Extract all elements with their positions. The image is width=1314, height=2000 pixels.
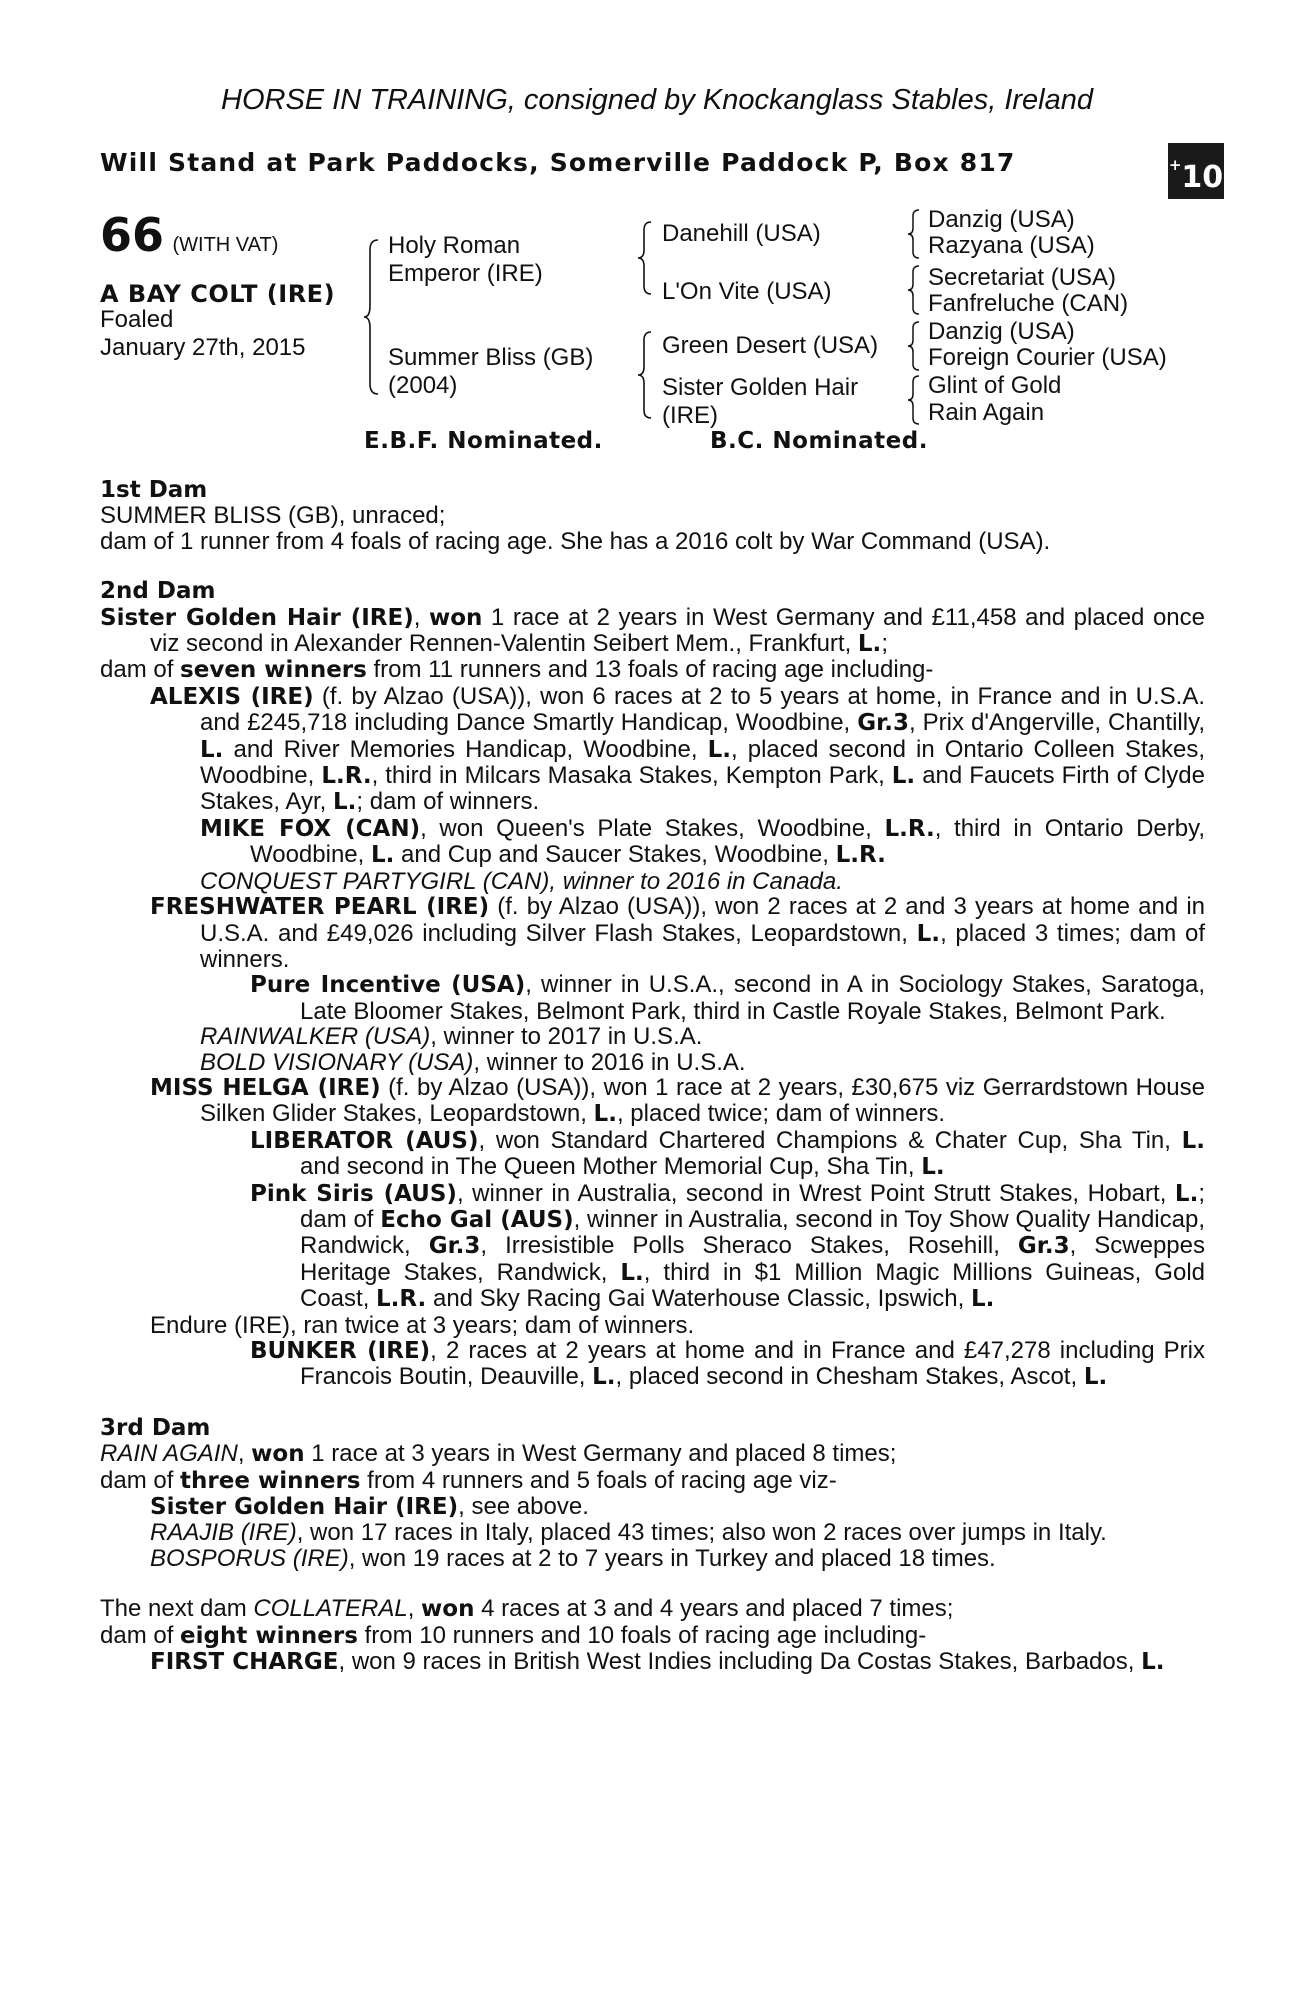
listed-mark: L. <box>1181 1127 1206 1154</box>
second-dam-entry: Sister Golden Hair (IRE), won 1 race at 2 years in West Germany and £11,458 and placed once viz second in Alexander Rennen-Valentin Seibert Mem., Frankfurt, L.; <box>100 603 1205 658</box>
horse-name: BOLD VISIONARY (USA) <box>200 1048 474 1076</box>
pedigree-sire-sire: Danehill (USA) <box>662 220 821 247</box>
brace-gg1 <box>906 208 922 260</box>
listed-mark: L. <box>1083 1364 1108 1391</box>
winners-count: eight winners <box>180 1622 358 1649</box>
horse-name: ALEXIS (IRE) <box>150 683 314 710</box>
listed-mark: L. <box>707 736 731 763</box>
entry-bosporus <box>100 1546 1205 1571</box>
text: and River Memories Handicap, Woodbine, <box>223 735 708 763</box>
first-dam-line2: dam of 1 runner from 4 foals of racing age. She has a 2016 colt by War Command (USA). <box>100 527 1051 555</box>
listed-mark: L. <box>970 1286 995 1313</box>
text: and second in The Queen Mother Memorial Cup, Sha Tin, <box>300 1153 922 1181</box>
pedigree-dam <box>388 344 593 400</box>
text: , won Queen's Plate Stakes, Woodbine, <box>420 814 885 842</box>
text: , placed second in Ontario Colleen Stakes, Woodbine, <box>200 735 1205 790</box>
text: , third in Milcars Masaka Stakes, Kempton Park, <box>371 762 892 790</box>
text: , won 9 races in British West Indies including Da Costas Stakes, Barbados, <box>338 1648 1142 1676</box>
horse-name: COLLATERAL <box>253 1595 408 1623</box>
text: 1 race at 3 years in West Germany and placed 8 times; <box>304 1440 897 1468</box>
second-dam-heading: 2nd Dam <box>100 578 216 605</box>
entry-endure: Endure (IRE), ran twice at 3 years; dam of winners. <box>150 1311 695 1339</box>
listed-mark: L. <box>1174 1180 1199 1207</box>
text: , Prix d'Angerville, Chantilly, <box>908 709 1205 737</box>
pedigree-sire-dam: L'On Vite (USA) <box>662 278 832 305</box>
next-dam-produce-summary <box>100 1623 1205 1649</box>
entry-rainwalker <box>100 1024 1205 1049</box>
dam-line2: (2004) <box>388 372 458 399</box>
text: , Irresistible Polls Sheraco Stakes, Rosehill, <box>480 1232 1018 1260</box>
gg-4: Fanfreluche (CAN) <box>928 290 1129 317</box>
horse-name: Echo Gal (AUS) <box>380 1206 574 1233</box>
text: ; dam of winners. <box>356 788 540 816</box>
entry-liberator <box>100 1128 1205 1181</box>
text: , <box>407 1595 422 1623</box>
text: , <box>237 1440 252 1468</box>
listed-mark: L. <box>891 763 916 790</box>
text: from 11 runners and 13 foals of racing age including- <box>366 656 934 684</box>
horse-name: Pink Siris (AUS) <box>250 1180 457 1207</box>
text: , won 17 races in Italy, placed 43 times; also won 2 races over jumps in Italy. <box>296 1519 1107 1547</box>
entry-conquest-partygirl <box>100 869 1205 894</box>
brace-gg3 <box>906 320 922 372</box>
third-dam-produce-summary <box>100 1468 1205 1494</box>
listed-mark: L.R. <box>835 842 886 869</box>
text: dam of <box>100 1466 181 1494</box>
text: , placed second in Chesham Stakes, Ascot, <box>615 1363 1084 1391</box>
lot-badge <box>1168 143 1224 199</box>
gg-1: Danzig (USA) <box>928 206 1075 233</box>
horse-name: Pure Incentive (USA) <box>250 972 526 999</box>
pedigree-sire <box>388 232 543 288</box>
text: and Cup and Saucer Stakes, Woodbine, <box>394 841 836 869</box>
text: , winner to 2017 in U.S.A. <box>430 1023 703 1051</box>
text: and Faucets Firth of Clyde Stakes, Ayr, <box>200 762 1205 816</box>
won-label: won <box>428 604 483 631</box>
dam-dam-line2: (IRE) <box>662 402 718 429</box>
text: , placed twice; dam of winners. <box>616 1100 946 1128</box>
brace-gg2 <box>906 264 922 316</box>
third-dam-entry <box>100 1441 1205 1467</box>
entry-bunker <box>100 1338 1205 1391</box>
horse-name: FRESHWATER PEARL (IRE) <box>150 894 490 921</box>
text: ; <box>881 630 888 658</box>
text: , Scweppes Heritage Stakes, Randwick, <box>300 1232 1206 1286</box>
badge-number: 10 <box>1181 160 1224 195</box>
text: , 2 races at 2 years at home and in France and £47,278 including Prix Francois Boutin, Deauville, <box>300 1337 1205 1391</box>
entry-mike-fox <box>100 816 1205 869</box>
second-dam-produce-summary <box>100 657 1205 683</box>
bc-nominated: B.C. Nominated. <box>710 428 928 454</box>
lot-number: 66 <box>100 208 165 262</box>
horse-name: CONQUEST PARTYGIRL (CAN) <box>200 867 550 895</box>
entry-sister-golden-hair <box>100 1494 1205 1520</box>
text: (f. by Alzao (USA)), won 6 races at 2 to 5 years at home, in France and in U.S.A. and £245,718 including Dance Smartly Handicap, Woodbine, <box>200 682 1205 737</box>
horse-name: RAIN AGAIN <box>100 1440 238 1468</box>
badge-plus: + <box>1168 156 1182 174</box>
text: and Sky Racing Gai Waterhouse Classic, Ipswich, <box>426 1285 971 1313</box>
text: , winner to 2016 in U.S.A. <box>473 1048 746 1076</box>
ebf-nominated: E.B.F. Nominated. <box>364 428 603 454</box>
lot-heading <box>100 208 278 262</box>
listed-mark: L. <box>200 736 224 763</box>
text: , winner in Australia, second in Wrest Point Strutt Stakes, Hobart, <box>456 1179 1175 1207</box>
next-dam-entry <box>100 1596 1205 1622</box>
horse-name: FIRST CHARGE <box>150 1649 339 1676</box>
listed-mark: L.R. <box>376 1286 427 1313</box>
listed-mark: L. <box>593 1101 617 1128</box>
entry-freshwater-pearl <box>100 894 1205 972</box>
text: dam of <box>100 656 181 684</box>
brace-gg4 <box>906 374 922 426</box>
gg-5: Danzig (USA) <box>928 318 1075 345</box>
won-label: won <box>421 1596 475 1623</box>
first-dam-line1: SUMMER BLISS (GB), unraced; <box>100 502 446 530</box>
pedigree-brace-main <box>362 238 382 396</box>
group-mark: Gr.3 <box>428 1233 481 1260</box>
text: from 10 runners and 10 foals of racing age including- <box>357 1621 927 1649</box>
horse-name: Sister Golden Hair (IRE) <box>150 1494 459 1521</box>
entry-raajib <box>100 1520 1205 1545</box>
text: (f. by Alzao (USA)), won 1 race at 2 years, £30,675 viz Gerrardstown House Silken Glider Stakes, Leopardstown, <box>200 1073 1205 1128</box>
horse-name: Sister Golden Hair (IRE) <box>100 604 414 631</box>
text: from 4 runners and 5 foals of racing age viz- <box>360 1466 837 1494</box>
text: , winner in Australia, second in Toy Show Quality Handicap, Randwick, <box>300 1205 1206 1260</box>
listed-mark: L. <box>916 920 941 947</box>
text: , won Standard Chartered Champions & Chater Cup, Sha Tin, <box>478 1126 1182 1154</box>
text: , won 19 races at 2 to 7 years in Turkey and placed 18 times. <box>348 1544 996 1572</box>
listed-mark: L. <box>592 1364 616 1391</box>
listed-mark: L. <box>370 842 395 869</box>
winners-count: three winners <box>180 1467 361 1494</box>
text: ; dam of <box>300 1179 1205 1233</box>
horse-name: MISS HELGA (IRE) <box>150 1074 381 1101</box>
pedigree-brace-sire <box>636 220 654 296</box>
text: , third in $1 Million Magic Millions Guineas, Gold Coast, <box>300 1258 1205 1313</box>
horse-name: BOSPORUS (IRE) <box>150 1544 349 1572</box>
pedigree-brace-dam <box>636 330 654 420</box>
sire-line2: Emperor (IRE) <box>388 260 543 287</box>
horse-name: BUNKER (IRE) <box>250 1338 431 1364</box>
listed-mark: L. <box>1141 1649 1165 1676</box>
pedigree-dam-dam <box>662 374 858 430</box>
gg-3: Secretariat (USA) <box>928 264 1117 291</box>
gg-7: Glint of Gold <box>928 372 1062 399</box>
listed-mark: L.R. <box>884 815 935 842</box>
listed-mark: L. <box>921 1154 945 1181</box>
listed-mark: L. <box>332 789 357 816</box>
entry-first-charge <box>100 1649 1205 1675</box>
text: , see above. <box>458 1493 589 1521</box>
text: dam of <box>100 1621 181 1649</box>
dam-dam-line1: Sister Golden Hair <box>662 374 859 401</box>
foaled-date: January 27th, 2015 <box>100 334 306 361</box>
listed-mark: L. <box>857 631 882 658</box>
entry-pink-siris <box>100 1181 1205 1313</box>
entry-bold-visionary <box>100 1050 1205 1075</box>
text: , third in Ontario Derby, Woodbine, <box>250 814 1205 869</box>
horse-name: RAAJIB (IRE) <box>150 1519 297 1547</box>
foaled-label: Foaled <box>100 306 174 333</box>
won-label: won <box>251 1441 305 1468</box>
page-header-title: HORSE IN TRAINING, consigned by Knockanglass Stables, Ireland <box>221 84 1093 116</box>
gg-2: Razyana (USA) <box>928 232 1095 259</box>
horse-name: MIKE FOX (CAN) <box>200 815 421 842</box>
entry-miss-helga <box>100 1075 1205 1128</box>
text: , winner in U.S.A., second in A in Sociology Stakes, Saratoga, Late Bloomer Stakes, Belmont Park, third in Castle Royale Stakes, Belmont Park. <box>300 971 1206 1025</box>
gg-8: Rain Again <box>928 399 1045 426</box>
third-dam-heading: 3rd Dam <box>100 1414 211 1441</box>
entry-alexis <box>100 684 1205 816</box>
catalogue-body <box>100 478 1205 1675</box>
pedigree-dam-sire: Green Desert (USA) <box>662 332 879 359</box>
horse-name: LIBERATOR (AUS) <box>250 1127 479 1154</box>
text: (f. by Alzao (USA)), won 2 races at 2 and 3 years at home and in U.S.A. and £49,026 including Silver Flash Stakes, Leopardstown, <box>200 893 1205 947</box>
sire-line1: Holy Roman <box>388 232 521 259</box>
text: The next dam <box>100 1595 254 1623</box>
dam-line1: Summer Bliss (GB) <box>388 344 594 371</box>
listed-mark: L.R. <box>321 763 372 790</box>
text: , placed 3 times; dam of winners. <box>200 919 1206 973</box>
text: 1 race at 2 years in West Germany and £11,458 and placed once viz second in Alexander Rennen-Valentin Seibert Mem., Frankfurt, <box>150 603 1205 658</box>
horse-name: RAINWALKER (USA) <box>200 1023 431 1051</box>
entry-pure-incentive <box>100 972 1205 1024</box>
winners-count: seven winners <box>180 657 367 684</box>
text: , winner to 2016 in Canada. <box>549 867 843 895</box>
group-mark: Gr.3 <box>1017 1233 1070 1260</box>
stand-location: Will Stand at Park Paddocks, Somerville Paddock P, Box 817 <box>100 148 1016 177</box>
listed-mark: L. <box>620 1259 644 1286</box>
lot-vat: (WITH VAT) <box>172 234 279 256</box>
first-dam-heading: 1st Dam <box>100 477 208 503</box>
text: 4 races at 3 and 4 years and placed 7 times; <box>474 1595 954 1623</box>
horse-description: A BAY COLT (IRE) <box>100 280 336 308</box>
group-mark: Gr.3 <box>857 710 909 737</box>
gg-6: Foreign Courier (USA) <box>928 344 1167 371</box>
